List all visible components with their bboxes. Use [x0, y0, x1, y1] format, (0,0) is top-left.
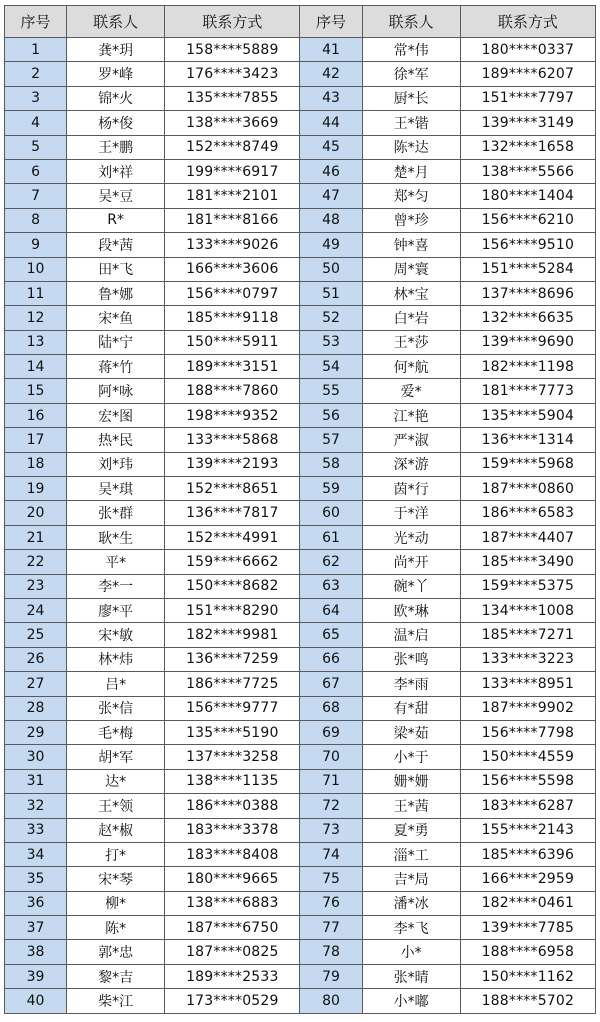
- contact-name-left: 陈*: [67, 916, 165, 940]
- contact-phone-right: 156****9510: [460, 233, 595, 257]
- contact-phone-right: 133****3223: [460, 647, 595, 671]
- contact-name-right: 楚*月: [362, 159, 460, 183]
- table-row: [5, 208, 596, 232]
- contact-name-right: 淄*工: [362, 842, 460, 866]
- contact-name-left: 王*鹏: [67, 135, 165, 159]
- table-row: [5, 257, 596, 281]
- table-row: [5, 306, 596, 330]
- contact-name-left: 阿*咏: [67, 379, 165, 403]
- table-row: [5, 330, 596, 354]
- row-index-left: 12: [5, 306, 67, 330]
- row-index-right: 41: [300, 38, 362, 62]
- row-index-left: 5: [5, 135, 67, 159]
- contact-name-left: 赵*椒: [67, 818, 165, 842]
- table-row: [5, 403, 596, 427]
- contact-sheet: [4, 5, 596, 1014]
- contact-name-right: 姗*姗: [362, 769, 460, 793]
- table-row: [5, 794, 596, 818]
- row-index-right: 51: [300, 281, 362, 305]
- contact-name-left: R*: [67, 208, 165, 232]
- contact-name-right: 王*锴: [362, 111, 460, 135]
- row-index-right: 50: [300, 257, 362, 281]
- contact-phone-right: 137****8696: [460, 281, 595, 305]
- contact-name-left: 热*民: [67, 428, 165, 452]
- contact-phone-right: 187****4407: [460, 525, 595, 549]
- table-row: [5, 550, 596, 574]
- contact-phone-left: 138****6883: [165, 891, 300, 915]
- contact-name-left: 龚*玥: [67, 38, 165, 62]
- row-index-right: 56: [300, 403, 362, 427]
- contact-phone-left: 150****5911: [165, 330, 300, 354]
- row-index-left: 31: [5, 769, 67, 793]
- contact-name-right: 王*莎: [362, 330, 460, 354]
- table-row: [5, 477, 596, 501]
- contact-phone-left: 183****8408: [165, 842, 300, 866]
- contact-name-right: 江*艳: [362, 403, 460, 427]
- row-index-left: 19: [5, 477, 67, 501]
- contact-phone-left: 199****6917: [165, 159, 300, 183]
- contact-phone-left: 182****9981: [165, 623, 300, 647]
- contact-phone-left: 136****7259: [165, 647, 300, 671]
- row-index-left: 9: [5, 233, 67, 257]
- contact-phone-left: 135****5190: [165, 720, 300, 744]
- contact-name-right: 深*游: [362, 452, 460, 476]
- contact-name-right: 吉*局: [362, 867, 460, 891]
- contact-name-left: 宋*敏: [67, 623, 165, 647]
- table-row: [5, 525, 596, 549]
- table-row: [5, 501, 596, 525]
- row-index-left: 25: [5, 623, 67, 647]
- contact-phone-right: 159****5375: [460, 574, 595, 598]
- contact-phone-right: 181****7773: [460, 379, 595, 403]
- table-row: [5, 86, 596, 110]
- row-index-right: 59: [300, 477, 362, 501]
- row-index-left: 3: [5, 86, 67, 110]
- contact-name-left: 杨*俊: [67, 111, 165, 135]
- contact-name-right: 欧*琳: [362, 598, 460, 622]
- contact-name-left: 李*一: [67, 574, 165, 598]
- table-row: [5, 647, 596, 671]
- contact-name-left: 宋*琴: [67, 867, 165, 891]
- contact-phone-right: 132****1658: [460, 135, 595, 159]
- table-row: [5, 940, 596, 964]
- contact-name-right: 周*寰: [362, 257, 460, 281]
- contact-phone-left: 173****0529: [165, 989, 300, 1013]
- contact-name-right: 爱*: [362, 379, 460, 403]
- contact-name-right: 梁*茹: [362, 720, 460, 744]
- row-index-left: 26: [5, 647, 67, 671]
- row-index-right: 79: [300, 964, 362, 988]
- contact-name-right: 李*雨: [362, 672, 460, 696]
- contact-phone-right: 156****6210: [460, 208, 595, 232]
- contact-phone-right: 150****1162: [460, 964, 595, 988]
- contact-name-right: 厨*长: [362, 86, 460, 110]
- row-index-right: 52: [300, 306, 362, 330]
- contact-phone-left: 159****6662: [165, 550, 300, 574]
- table-row: [5, 989, 596, 1013]
- row-index-right: 42: [300, 62, 362, 86]
- table-row: [5, 964, 596, 988]
- row-index-left: 39: [5, 964, 67, 988]
- row-index-left: 4: [5, 111, 67, 135]
- row-index-right: 46: [300, 159, 362, 183]
- contact-phone-left: 133****9026: [165, 233, 300, 257]
- row-index-left: 29: [5, 720, 67, 744]
- contact-phone-right: 180****0337: [460, 38, 595, 62]
- row-index-left: 7: [5, 184, 67, 208]
- contact-name-right: 温*启: [362, 623, 460, 647]
- contact-name-right: 严*淑: [362, 428, 460, 452]
- contact-name-left: 柳*: [67, 891, 165, 915]
- contact-name-left: 打*: [67, 842, 165, 866]
- contact-phone-left: 185****9118: [165, 306, 300, 330]
- row-index-right: 47: [300, 184, 362, 208]
- contact-name-left: 田*飞: [67, 257, 165, 281]
- contact-name-right: 何*航: [362, 355, 460, 379]
- contact-name-right: 李*飞: [362, 916, 460, 940]
- contact-name-right: 碗*丫: [362, 574, 460, 598]
- contact-phone-right: 187****9902: [460, 696, 595, 720]
- row-index-left: 16: [5, 403, 67, 427]
- contact-phone-left: 135****7855: [165, 86, 300, 110]
- row-index-right: 58: [300, 452, 362, 476]
- contact-name-left: 平*: [67, 550, 165, 574]
- table-row: [5, 720, 596, 744]
- table-row: [5, 623, 596, 647]
- header-index-right: 序号: [300, 6, 362, 38]
- contact-phone-left: 189****2533: [165, 964, 300, 988]
- row-index-right: 63: [300, 574, 362, 598]
- contact-name-right: 常*伟: [362, 38, 460, 62]
- contact-name-left: 罗*峰: [67, 62, 165, 86]
- contact-name-left: 刘*祥: [67, 159, 165, 183]
- row-index-right: 80: [300, 989, 362, 1013]
- table-row: [5, 111, 596, 135]
- contact-phone-left: 150****8682: [165, 574, 300, 598]
- row-index-right: 78: [300, 940, 362, 964]
- contact-name-right: 张*晴: [362, 964, 460, 988]
- contact-name-right: 小*嘟: [362, 989, 460, 1013]
- row-index-left: 24: [5, 598, 67, 622]
- row-index-right: 69: [300, 720, 362, 744]
- row-index-left: 27: [5, 672, 67, 696]
- row-index-left: 17: [5, 428, 67, 452]
- contact-phone-left: 180****9665: [165, 867, 300, 891]
- row-index-left: 32: [5, 794, 67, 818]
- contact-name-left: 宋*鱼: [67, 306, 165, 330]
- contact-name-right: 尚*开: [362, 550, 460, 574]
- header-index-left: 序号: [5, 6, 67, 38]
- table-row: [5, 379, 596, 403]
- contact-name-right: 于*洋: [362, 501, 460, 525]
- row-index-right: 73: [300, 818, 362, 842]
- contact-phone-right: 159****5968: [460, 452, 595, 476]
- contact-name-left: 吴*豆: [67, 184, 165, 208]
- row-index-right: 62: [300, 550, 362, 574]
- contact-phone-left: 189****3151: [165, 355, 300, 379]
- row-index-right: 75: [300, 867, 362, 891]
- contact-phone-left: 187****6750: [165, 916, 300, 940]
- header-row: [5, 6, 596, 38]
- row-index-right: 74: [300, 842, 362, 866]
- contact-name-right: 小*: [362, 940, 460, 964]
- contact-name-left: 林*炜: [67, 647, 165, 671]
- contact-phone-left: 198****9352: [165, 403, 300, 427]
- contact-name-right: 潘*冰: [362, 891, 460, 915]
- contact-phone-left: 183****3378: [165, 818, 300, 842]
- table-row: [5, 62, 596, 86]
- table-row: [5, 745, 596, 769]
- contact-phone-right: 151****5284: [460, 257, 595, 281]
- table-row: [5, 818, 596, 842]
- contact-name-left: 柴*江: [67, 989, 165, 1013]
- contact-phone-right: 136****1314: [460, 428, 595, 452]
- row-index-right: 60: [300, 501, 362, 525]
- row-index-left: 37: [5, 916, 67, 940]
- row-index-left: 8: [5, 208, 67, 232]
- row-index-right: 66: [300, 647, 362, 671]
- row-index-left: 11: [5, 281, 67, 305]
- contact-phone-left: 181****2101: [165, 184, 300, 208]
- table-row: [5, 184, 596, 208]
- row-index-left: 35: [5, 867, 67, 891]
- contact-name-left: 陆*宁: [67, 330, 165, 354]
- header-phone-right: 联系方式: [460, 6, 595, 38]
- contact-phone-right: 186****6583: [460, 501, 595, 525]
- contact-name-left: 刘*玮: [67, 452, 165, 476]
- contact-name-right: 郑*匀: [362, 184, 460, 208]
- row-index-right: 54: [300, 355, 362, 379]
- row-index-left: 22: [5, 550, 67, 574]
- contact-name-left: 张*信: [67, 696, 165, 720]
- contact-phone-right: 182****1198: [460, 355, 595, 379]
- contact-phone-right: 185****3490: [460, 550, 595, 574]
- contact-phone-left: 138****3669: [165, 111, 300, 135]
- row-index-left: 18: [5, 452, 67, 476]
- contact-phone-left: 181****8166: [165, 208, 300, 232]
- contact-name-right: 张*鸣: [362, 647, 460, 671]
- contact-name-left: 吴*琪: [67, 477, 165, 501]
- contact-phone-left: 152****4991: [165, 525, 300, 549]
- contact-phone-left: 187****0825: [165, 940, 300, 964]
- contact-name-left: 王*领: [67, 794, 165, 818]
- table-row: [5, 598, 596, 622]
- contact-phone-right: 134****1008: [460, 598, 595, 622]
- row-index-right: 65: [300, 623, 362, 647]
- contact-name-left: 锦*火: [67, 86, 165, 110]
- table-row: [5, 696, 596, 720]
- row-index-left: 13: [5, 330, 67, 354]
- contact-phone-left: 176****3423: [165, 62, 300, 86]
- contact-phone-right: 189****6207: [460, 62, 595, 86]
- contact-phone-right: 180****1404: [460, 184, 595, 208]
- header-phone-left: 联系方式: [165, 6, 300, 38]
- row-index-right: 76: [300, 891, 362, 915]
- contact-phone-right: 139****3149: [460, 111, 595, 135]
- contact-phone-right: 150****4559: [460, 745, 595, 769]
- contact-phone-right: 182****0461: [460, 891, 595, 915]
- contact-phone-left: 139****2193: [165, 452, 300, 476]
- contact-name-left: 蒋*竹: [67, 355, 165, 379]
- table-row: [5, 452, 596, 476]
- row-index-right: 64: [300, 598, 362, 622]
- contact-phone-right: 133****8951: [460, 672, 595, 696]
- header-contact-right: 联系人: [362, 6, 460, 38]
- row-index-right: 77: [300, 916, 362, 940]
- contact-phone-right: 187****0860: [460, 477, 595, 501]
- row-index-left: 30: [5, 745, 67, 769]
- contact-phone-right: 155****2143: [460, 818, 595, 842]
- row-index-right: 67: [300, 672, 362, 696]
- row-index-left: 34: [5, 842, 67, 866]
- table-row: [5, 355, 596, 379]
- table-row: [5, 233, 596, 257]
- row-index-right: 44: [300, 111, 362, 135]
- row-index-left: 21: [5, 525, 67, 549]
- contact-phone-right: 139****7785: [460, 916, 595, 940]
- table-row: [5, 672, 596, 696]
- table-row: [5, 891, 596, 915]
- contact-name-right: 林*宝: [362, 281, 460, 305]
- row-index-left: 40: [5, 989, 67, 1013]
- contact-name-right: 陈*达: [362, 135, 460, 159]
- contact-phone-left: 156****0797: [165, 281, 300, 305]
- contact-phone-left: 152****8651: [165, 477, 300, 501]
- row-index-left: 38: [5, 940, 67, 964]
- contact-phone-right: 138****5566: [460, 159, 595, 183]
- row-index-right: 55: [300, 379, 362, 403]
- row-index-right: 43: [300, 86, 362, 110]
- row-index-left: 2: [5, 62, 67, 86]
- table-row: [5, 281, 596, 305]
- table-row: [5, 574, 596, 598]
- header-contact-left: 联系人: [67, 6, 165, 38]
- table-row: [5, 769, 596, 793]
- contacts-table: [4, 5, 596, 1014]
- row-index-right: 72: [300, 794, 362, 818]
- contact-name-left: 郭*忠: [67, 940, 165, 964]
- contact-phone-right: 135****5904: [460, 403, 595, 427]
- table-row: [5, 38, 596, 62]
- row-index-left: 28: [5, 696, 67, 720]
- contact-name-left: 黎*吉: [67, 964, 165, 988]
- contact-phone-left: 186****7725: [165, 672, 300, 696]
- table-row: [5, 867, 596, 891]
- contact-phone-right: 188****6958: [460, 940, 595, 964]
- row-index-left: 20: [5, 501, 67, 525]
- contact-phone-left: 188****7860: [165, 379, 300, 403]
- contact-name-right: 曾*珍: [362, 208, 460, 232]
- contact-phone-right: 139****9690: [460, 330, 595, 354]
- contact-phone-left: 186****0388: [165, 794, 300, 818]
- contact-phone-left: 156****9777: [165, 696, 300, 720]
- contact-name-left: 达*: [67, 769, 165, 793]
- contact-name-right: 白*岩: [362, 306, 460, 330]
- row-index-right: 53: [300, 330, 362, 354]
- row-index-left: 36: [5, 891, 67, 915]
- row-index-right: 70: [300, 745, 362, 769]
- contact-name-right: 徐*军: [362, 62, 460, 86]
- contact-name-right: 小*于: [362, 745, 460, 769]
- row-index-right: 61: [300, 525, 362, 549]
- contact-name-left: 段*茜: [67, 233, 165, 257]
- contact-name-left: 吕*: [67, 672, 165, 696]
- table-row: [5, 135, 596, 159]
- contact-name-left: 宏*图: [67, 403, 165, 427]
- contact-phone-right: 151****7797: [460, 86, 595, 110]
- contact-phone-left: 158****5889: [165, 38, 300, 62]
- contact-phone-right: 185****6396: [460, 842, 595, 866]
- contact-phone-left: 137****3258: [165, 745, 300, 769]
- contact-phone-left: 151****8290: [165, 598, 300, 622]
- contact-name-right: 王*茜: [362, 794, 460, 818]
- row-index-left: 6: [5, 159, 67, 183]
- contact-name-right: 茵*行: [362, 477, 460, 501]
- row-index-right: 48: [300, 208, 362, 232]
- row-index-left: 23: [5, 574, 67, 598]
- contact-phone-right: 183****6287: [460, 794, 595, 818]
- contact-name-left: 张*群: [67, 501, 165, 525]
- contact-name-right: 光*动: [362, 525, 460, 549]
- contact-phone-left: 166****3606: [165, 257, 300, 281]
- contact-phone-left: 136****7817: [165, 501, 300, 525]
- contact-phone-left: 152****8749: [165, 135, 300, 159]
- contact-phone-right: 188****5702: [460, 989, 595, 1013]
- table-row: [5, 842, 596, 866]
- row-index-left: 15: [5, 379, 67, 403]
- contact-name-left: 廖*平: [67, 598, 165, 622]
- contact-phone-right: 156****5598: [460, 769, 595, 793]
- contact-name-left: 毛*梅: [67, 720, 165, 744]
- row-index-left: 14: [5, 355, 67, 379]
- row-index-left: 33: [5, 818, 67, 842]
- row-index-right: 49: [300, 233, 362, 257]
- row-index-right: 68: [300, 696, 362, 720]
- contact-phone-right: 156****7798: [460, 720, 595, 744]
- contact-phone-left: 138****1135: [165, 769, 300, 793]
- table-row: [5, 159, 596, 183]
- contact-name-right: 夏*勇: [362, 818, 460, 842]
- contact-phone-right: 166****2959: [460, 867, 595, 891]
- table-row: [5, 428, 596, 452]
- table-row: [5, 916, 596, 940]
- table-body: [5, 38, 596, 1014]
- contact-name-left: 胡*军: [67, 745, 165, 769]
- row-index-left: 10: [5, 257, 67, 281]
- row-index-left: 1: [5, 38, 67, 62]
- contact-name-left: 鲁*娜: [67, 281, 165, 305]
- contact-name-right: 钟*喜: [362, 233, 460, 257]
- contact-name-left: 耿*生: [67, 525, 165, 549]
- contact-phone-right: 185****7271: [460, 623, 595, 647]
- contact-name-right: 有*甜: [362, 696, 460, 720]
- contact-phone-left: 133****5868: [165, 428, 300, 452]
- row-index-right: 45: [300, 135, 362, 159]
- row-index-right: 71: [300, 769, 362, 793]
- contact-phone-right: 132****6635: [460, 306, 595, 330]
- row-index-right: 57: [300, 428, 362, 452]
